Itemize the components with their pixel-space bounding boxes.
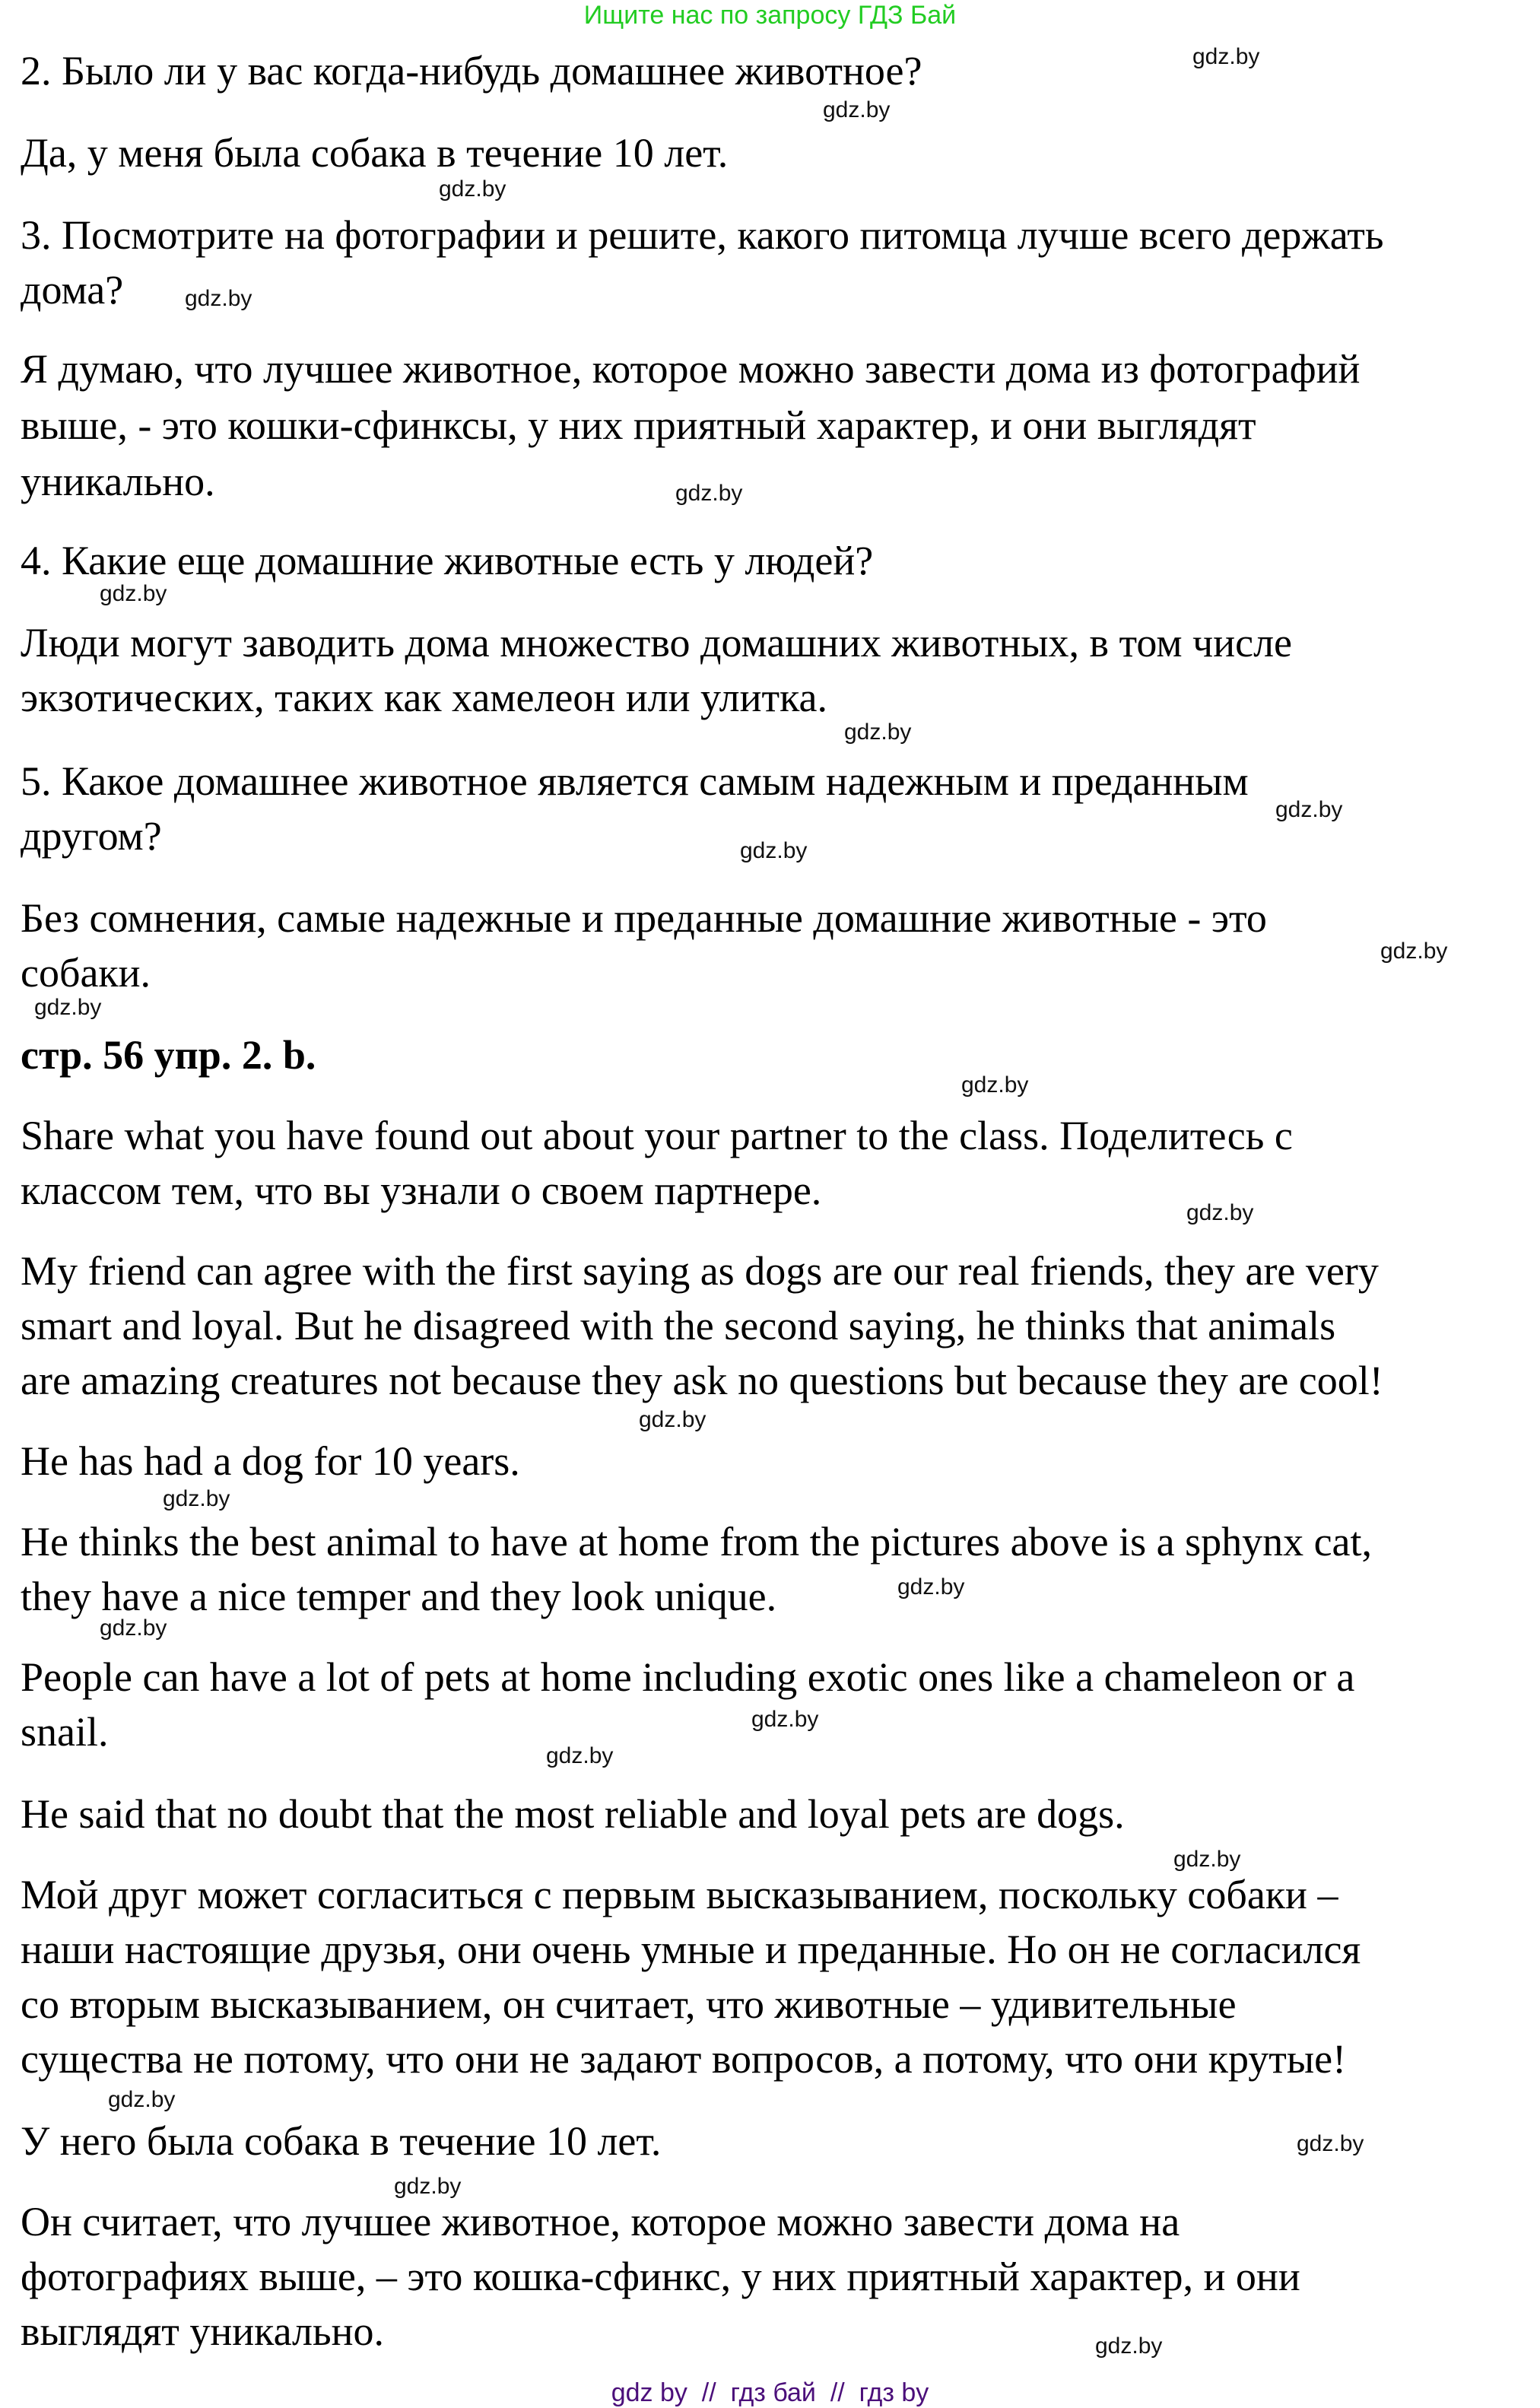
watermark: gdz.by: [639, 1407, 706, 1432]
answer-3-line-1: Я думаю, что лучшее животное, которое можно завести дома из фотографий: [21, 346, 1361, 392]
watermark: gdz.by: [740, 838, 808, 863]
answer-2: Да, у меня была собака в течение 10 лет.: [21, 130, 729, 176]
watermark: gdz.by: [1095, 2333, 1163, 2359]
watermark: gdz.by: [439, 176, 506, 202]
watermark: gdz.by: [1186, 1200, 1254, 1225]
ru-paragraph-1-line-4: существа не потому, что они не задают вопросов, а потому, что они крутые!: [21, 2036, 1347, 2082]
watermark: gdz.by: [185, 286, 252, 311]
watermark: gdz.by: [546, 1743, 614, 1768]
ru-paragraph-1-line-2: наши настоящие друзья, они очень умные и преданные. Но он не согласился: [21, 1927, 1361, 1972]
answer-5-line-1: Без сомнения, самые надежные и преданные домашние животные - это: [21, 895, 1267, 941]
watermark: gdz.by: [394, 2174, 462, 2199]
en-paragraph-5: He said that no doubt that the most reliable and loyal pets are dogs.: [21, 1791, 1125, 1837]
watermark: gdz.by: [1380, 939, 1448, 964]
en-paragraph-2: He has had a dog for 10 years.: [21, 1438, 520, 1484]
watermark: gdz.by: [34, 995, 102, 1020]
ru-paragraph-2: У него была собака в течение 10 лет.: [21, 2118, 662, 2164]
watermark: gdz.by: [1192, 44, 1260, 69]
exercise-heading: стр. 56 упр. 2. b.: [21, 1032, 316, 1078]
ru-paragraph-3-line-1: Он считает, что лучшее животное, которое можно завести дома на: [21, 2199, 1180, 2244]
question-2: 2. Было ли у вас когда-нибудь домашнее животное?: [21, 48, 922, 94]
task-line-2: классом тем, что вы узнали о своем партнере.: [21, 1167, 822, 1213]
question-4: 4. Какие еще домашние животные есть у людей?: [21, 538, 874, 583]
ru-paragraph-3-line-2: фотографиях выше, – это кошка-сфинкс, у них приятный характер, и они: [21, 2254, 1300, 2299]
en-paragraph-3-line-1: He thinks the best animal to have at home from the pictures above is a sphynx cat,: [21, 1519, 1373, 1565]
watermark: gdz.by: [108, 2087, 176, 2112]
question-5-line-1: 5. Какое домашнее животное является самым надежным и преданным: [21, 758, 1249, 804]
watermark: gdz.by: [1297, 2131, 1364, 2156]
watermark: gdz.by: [751, 1707, 819, 1732]
search-banner: Ищите нас по запросу ГДЗ Бай: [583, 1, 957, 30]
question-3-line-2: дома?: [21, 267, 124, 313]
watermark: gdz.by: [1173, 1847, 1241, 1872]
watermark: gdz.by: [100, 581, 167, 606]
ru-paragraph-1-line-1: Мой друг может согласиться с первым высказыванием, поскольку собаки –: [21, 1872, 1338, 1917]
en-paragraph-1-line-3: are amazing creatures not because they ask no questions but because they are cool!: [21, 1358, 1383, 1403]
answer-3-line-3: уникально.: [21, 459, 215, 504]
answer-3-line-2: выше, - это кошки-сфинксы, у них приятный характер, и они выглядят: [21, 402, 1256, 448]
watermark: gdz.by: [823, 97, 891, 122]
en-paragraph-1-line-1: My friend can agree with the first saying as dogs are our real friends, they are very: [21, 1248, 1379, 1294]
watermark: gdz.by: [961, 1072, 1029, 1098]
watermark: gdz.by: [163, 1486, 230, 1511]
answer-5-line-2: собаки.: [21, 950, 151, 996]
watermark: gdz.by: [675, 481, 743, 506]
ru-paragraph-3-line-3: выглядят уникально.: [21, 2308, 385, 2354]
en-paragraph-1-line-2: smart and loyal. But he disagreed with the second saying, he thinks that animals: [21, 1303, 1336, 1349]
watermark: gdz.by: [844, 720, 912, 745]
en-paragraph-3-line-2: they have a nice temper and they look unique.: [21, 1574, 777, 1619]
footer-links: gdz by // гдз бай // гдз by: [611, 2378, 929, 2407]
question-5-line-2: другом?: [21, 813, 162, 859]
en-paragraph-4-line-1: People can have a lot of pets at home including exotic ones like a chameleon or a: [21, 1654, 1355, 1700]
ru-paragraph-1-line-3: со вторым высказыванием, он считает, что животные – удивительные: [21, 1981, 1237, 2027]
en-paragraph-4-line-2: snail.: [21, 1709, 109, 1755]
task-line-1: Share what you have found out about your partner to the class. Поделитесь с: [21, 1113, 1293, 1158]
answer-4-line-1: Люди могут заводить дома множество домашних животных, в том числе: [21, 620, 1292, 666]
watermark: gdz.by: [897, 1574, 965, 1600]
watermark: gdz.by: [1275, 797, 1343, 822]
answer-4-line-2: экзотических, таких как хамелеон или улитка.: [21, 675, 827, 720]
question-3-line-1: 3. Посмотрите на фотографии и решите, какого питомца лучше всего держать: [21, 212, 1384, 258]
watermark: gdz.by: [100, 1615, 167, 1641]
